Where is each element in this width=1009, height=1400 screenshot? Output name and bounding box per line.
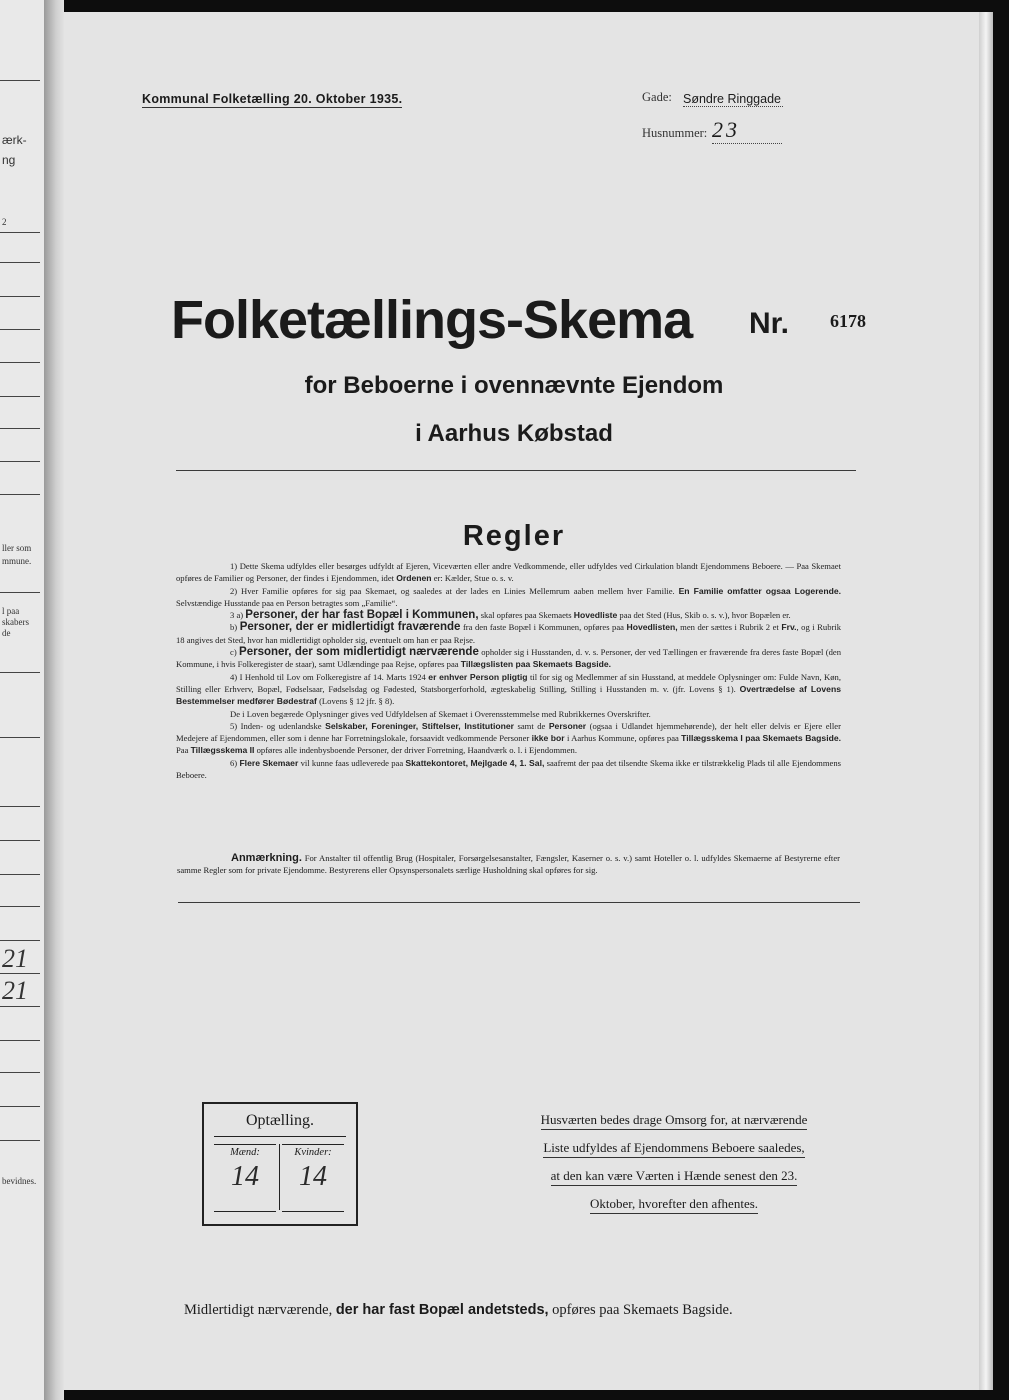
- rule-3a: 3 a) Personer, der har fast Bopæl i Kommunen, skal opføres paa Skemaets Hovedliste paa det Sted (Hus, Skib o. s. v.), hvor Bopælen er.: [230, 609, 791, 622]
- left-page-rule: [0, 737, 40, 738]
- maend-cell: [214, 1144, 276, 1212]
- left-page-rule: [0, 396, 40, 397]
- form-number-label: Nr.: [749, 307, 790, 340]
- form-number-value: 6178: [830, 311, 866, 331]
- form-subtitle-2: i Aarhus Købstad: [415, 420, 613, 447]
- left-page-handwriting: 21: [2, 976, 28, 1005]
- census-form-page: [64, 12, 979, 1390]
- left-page-rule: [0, 940, 40, 941]
- gade-label: Gade:: [642, 90, 672, 104]
- census-header: Kommunal Folketælling 20. Oktober 1935.: [142, 92, 403, 106]
- anmaerkning-note: [177, 852, 840, 877]
- rule-3c: c) Personer, der som midlertidigt nærværende opholder sig i Husstanden, d. v. s. Personer, der ved Tællingen er fraværende fra deres faste Bopæl (den Kommune, i hvis Folkeregister de staar), samt Udlændinge paa Rejse, opføres paa Tillægslisten paa Skemaets Bagside.: [176, 646, 842, 670]
- left-page-fragment: ller som: [2, 543, 32, 553]
- left-page-fragment: 2: [2, 217, 7, 227]
- footer-bold: der har fast Bopæl andetsteds,: [335, 1302, 549, 1318]
- left-page-edge: [0, 0, 46, 1400]
- anmaerkning-label: Anmærkning.: [231, 852, 302, 864]
- kvinder-label: Kvinder:: [294, 1147, 332, 1158]
- left-page-rule: [0, 840, 40, 841]
- left-page-rule: [0, 80, 40, 81]
- left-page-rule: [0, 428, 40, 429]
- form-title: Folketællings-Skema: [171, 290, 693, 350]
- page-edge: [979, 12, 993, 1390]
- left-page-rule: [0, 672, 40, 673]
- left-page-rule: [0, 262, 40, 263]
- left-page-rule: [0, 296, 40, 297]
- rules-text: [176, 560, 841, 781]
- optaelling-title-rule: [214, 1136, 346, 1137]
- optaelling-box: [202, 1102, 358, 1226]
- husnummer-label: Husnummer:: [642, 126, 708, 140]
- kvinder-value: 14: [299, 1161, 327, 1192]
- left-page-handwriting: 21: [2, 944, 28, 973]
- left-page-rule: [0, 329, 40, 330]
- left-page-rule: [0, 1106, 40, 1107]
- footer-pre: Midlertidigt nærværende,: [184, 1302, 333, 1318]
- optaelling-title: Optælling.: [245, 1112, 314, 1129]
- rules-heading: Regler: [462, 520, 566, 552]
- notice-line: Liste udfyldes af Ejendommens Beboere saaledes,: [543, 1140, 804, 1158]
- divider: [178, 902, 860, 903]
- left-page-rule: [0, 1040, 40, 1041]
- left-page-rule: [0, 806, 40, 807]
- form-subtitle-1: for Beboerne i ovennævnte Ejendom: [304, 372, 724, 399]
- left-page-fragment: ærk-: [2, 133, 27, 147]
- rule-6: 6) Flere Skemaer vil kunne faas udleverede paa Skattekontoret, Mejlgade 4, 1. Sal, saafremt der paa det tilsendte Skema ikke er tilstrækkelig Plads til alle Ejendommens Beboere.: [176, 757, 841, 781]
- notice-line: at den kan være Værten i Hænde senest den 23.: [551, 1168, 798, 1186]
- divider: [176, 470, 856, 471]
- left-page-rule: [0, 232, 40, 233]
- left-page-rule: [0, 973, 40, 974]
- rule-3b: b) Personer, der er midlertidigt fraværende fra den faste Bopæl i Kommunen, opføres paa Hovedlisten, men der sættes i Rubrik 2 et Frv., og i Rubrik 18 angives det Sted, hvor han midlertidigt opholder sig, eventuelt om han er paa Rejse.: [176, 621, 842, 645]
- maend-value: 14: [231, 1161, 259, 1192]
- left-page-fragment: de: [2, 628, 11, 638]
- kvinder-cell: [282, 1144, 344, 1212]
- left-page-rule: [0, 1072, 40, 1073]
- optaelling-divider: [279, 1144, 280, 1210]
- notice-line: Husværten bedes drage Omsorg for, at nærværende: [541, 1112, 808, 1130]
- notice-line: Oktober, hvorefter den afhentes.: [590, 1196, 758, 1214]
- book-gutter: [44, 0, 64, 1400]
- maend-label: Mænd:: [230, 1147, 260, 1158]
- rule-2: 2) Hver Familie opføres for sig paa Skemaet, og saaledes at der lades en Linies Mellemrum aaben mellem hver Familie. En Familie omfatter ogsaa Logerende. Selvstændige Husstande paa en Person betragtes som „Familie“.: [176, 585, 841, 608]
- footer-post: opføres paa Skemaets Bagside.: [552, 1302, 733, 1318]
- left-page-rule: [0, 1140, 40, 1141]
- footer-note: [184, 1302, 733, 1319]
- left-page-rule: [0, 461, 40, 462]
- left-page-fragment: l paa: [2, 606, 20, 616]
- left-page-rule: [0, 592, 40, 593]
- left-page-rule: [0, 362, 40, 363]
- left-page-rule: [0, 874, 40, 875]
- husnummer-value: 23: [712, 117, 782, 144]
- anmaerkning-text: For Anstalter til offentlig Brug (Hospitaler, Forsørgelsesanstalter, Fængsler, Kaserner o. s. v.) samt Hoteller o. l. udfyldes Skemaerne af Bestyrerne efter samme Regler som for private Ejendomme. Bestyrerens eller Opsynspersonalets særlige Husholdning skal opføres for sig.: [177, 853, 840, 876]
- rule-1: 1) Dette Skema udfyldes eller besørges udfyldt af Ejeren, Viceværten eller andre Vedkommende, eller udfyldes ved Cirkulation blandt Ejendommens Beboere. — Paa Skemaet opføres de Familier og Personer, der findes i Ejendommen, idet Ordenen er: Kælder, Stue o. s. v.: [176, 561, 841, 584]
- left-page-rule: [0, 494, 40, 495]
- rule-5: 5) Inden- og udenlandske Selskaber, Foreninger, Stiftelser, Institutioner samt de Personer (ogsaa i Udlandet hjemmehørende), der helt eller delvis er Ejere eller Medejere af Ejendommen, eller som i denne har Forretningslokale, forsaavidt vedkommende Personer ikke bor i Aarhus Kommune, opføres paa Tillægsskema I paa Skemaets Bagside. Paa Tillægsskema II opføres alle indenbysboende Personer, der driver Forretning, Haandværk o. l. i Ejendommen.: [176, 720, 842, 756]
- rule-4: 4) I Henhold til Lov om Folkeregistre af 14. Marts 1924 er enhver Person pligtig til for sig og Medlemmer af sin Husstand, at meddele Oplysninger om: Fulde Navn, Køn, Stilling eller Erhverv, Bopæl, Fødselsaar, Fødselsdag og Fødested, Statsborgerforhold, ægteskabelig Stilling, Stilling i Husstanden m. v. (jfr. Lovens § 1). Overtrædelse af Lovens Bestemmelser medfører Bødestraf (Lovens § 12 jfr. § 8).: [176, 671, 842, 707]
- rule-4b: De i Loven begærede Oplysninger gives ved Udfyldelsen af Skemaet i Overensstemmelse med Rubrikkernes Overskrifter.: [230, 708, 651, 719]
- left-page-rule: [0, 906, 40, 907]
- left-page-fragment: skabers: [2, 617, 29, 627]
- left-page-fragment: mmune.: [2, 556, 32, 566]
- gade-value: Søndre Ringgade: [683, 92, 783, 107]
- landlord-notice: [509, 1106, 839, 1218]
- left-page-rule: [0, 1006, 40, 1007]
- left-page-fragment: ng: [2, 153, 16, 167]
- left-page-fragment: bevidnes.: [2, 1176, 37, 1186]
